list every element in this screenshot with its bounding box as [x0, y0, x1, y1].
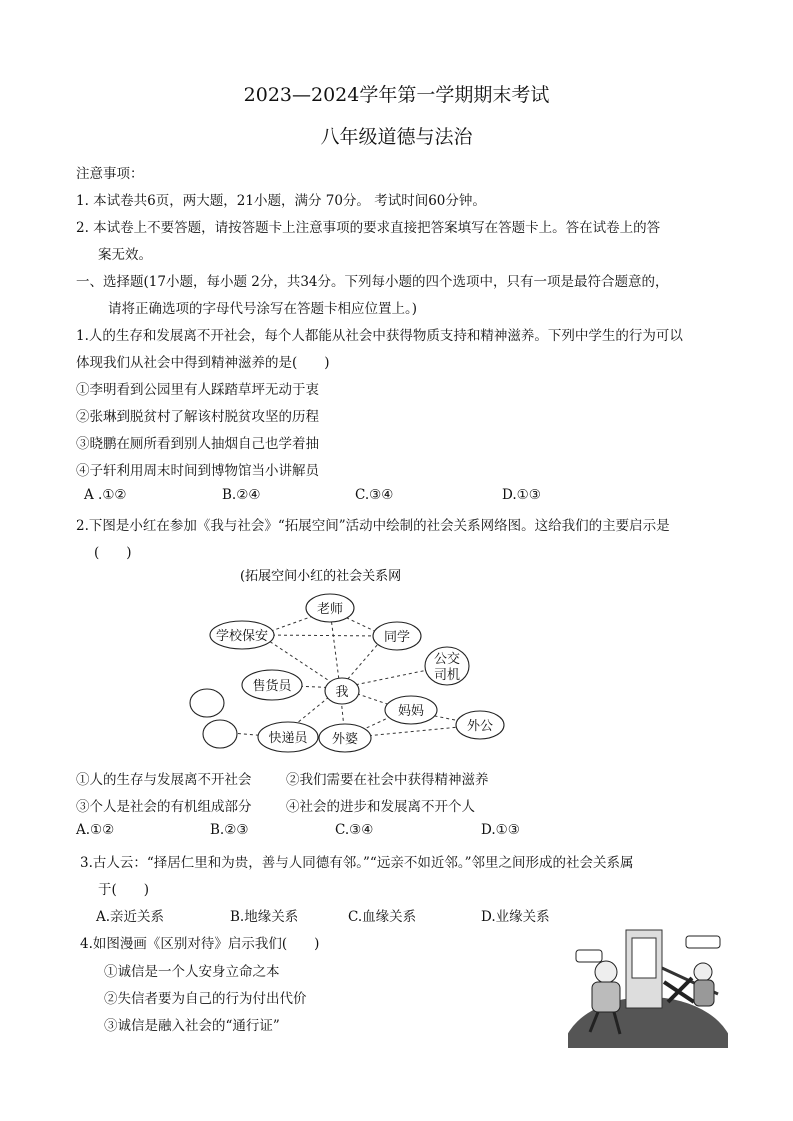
q3-option-b: B.地缘关系: [230, 909, 299, 925]
q2-option-d: D.①③: [481, 822, 520, 838]
label-grandpa: 外公: [466, 719, 494, 734]
q2-statement-2: ②我们需要在社会中获得精神滋养: [286, 772, 489, 788]
q3-stem: 3.古人云：“择居仁里和为贵，善与人同德有邻。”“远亲不如近邻。”邻里之间形成的社会关系属: [80, 855, 634, 871]
q4-statement-2: ②失信者要为自己的行为付出代价: [104, 991, 307, 1007]
q2-statement-1: ①人的生存与发展离不开社会: [76, 772, 252, 788]
q1-option-d: D.①③: [502, 487, 541, 503]
label-me: 我: [335, 685, 349, 700]
social-network-diagram: [180, 560, 520, 760]
label-bus-2: 司机: [433, 668, 461, 683]
exam-title: 2023—2024学年第一学期期末考试: [243, 84, 550, 106]
label-courier: 快递员: [268, 731, 308, 746]
q4-statement-1: ①诚信是一个人安身立命之本: [104, 964, 280, 980]
label-seller: 售货员: [252, 679, 292, 694]
notice-item-2-cont: 案无效。: [98, 247, 152, 263]
section-1-heading: 一、选择题(17小题，每小题 2分，共34分。下列每小题的四个选项中，只有一项是最符合题意的，: [76, 274, 669, 290]
notice-item-1: 1. 本试卷共6页，两大题，21小题，满分 70分。 考试时间60分钟。: [76, 193, 486, 209]
q2-stem-cont: ( ): [94, 545, 132, 561]
label-classmate: 同学: [383, 630, 411, 645]
node-blank-2: [203, 720, 237, 748]
q1-option-b: B.②④: [222, 487, 261, 503]
q3-option-d: D.业缘关系: [481, 909, 550, 925]
q4-statement-3: ③诚信是融入社会的“通行证”: [104, 1018, 280, 1034]
q1-statement-1: ①李明看到公园里有人踩踏草坪无动于衷: [76, 382, 319, 398]
label-mom: 妈妈: [397, 704, 425, 719]
q1-statement-4: ④子轩利用周末时间到博物馆当小讲解员: [76, 463, 319, 479]
q3-option-a: A.亲近关系: [96, 909, 165, 925]
node-blank-1: [190, 689, 224, 717]
q1-stem-cont: 体现我们从社会中得到精神滋养的是( ): [76, 355, 330, 371]
q4-stem: 4.如图漫画《区别对待》启示我们( ): [80, 936, 320, 952]
label-guard: 学校保安: [215, 629, 269, 644]
diagram-caption: (拓展空间小红的社会关系网: [240, 569, 402, 584]
section-1-heading-cont: 请将正确选项的字母代号涂写在答题卡相应位置上。): [108, 301, 418, 317]
q2-option-a: A.①②: [76, 822, 115, 838]
q2-option-c: C.③④: [335, 822, 374, 838]
q1-option-c: C.③④: [355, 487, 394, 503]
subject-title: 八年级道德与法治: [320, 126, 473, 148]
cartoon-illustration: [568, 922, 728, 1048]
notice-heading: 注意事项：: [76, 166, 144, 182]
q1-option-a: A .①②: [84, 487, 127, 503]
q2-statement-3: ③个人是社会的有机组成部分: [76, 799, 252, 815]
label-teacher: 老师: [316, 602, 344, 617]
label-grandma: 外婆: [331, 732, 359, 747]
q1-statement-2: ②张琳到脱贫村了解该村脱贫攻坚的历程: [76, 409, 319, 425]
notice-item-2: 2. 本试卷上不要答题，请按答题卡上注意事项的要求直接把答案填写在答题卡上。答在试卷上的答: [76, 220, 661, 236]
q3-stem-cont: 于( ): [98, 882, 150, 898]
q2-stem: 2.下图是小红在参加《我与社会》“拓展空间”活动中绘制的社会关系网络图。这给我们的主要启示是: [76, 518, 670, 534]
q1-statement-3: ③晓鹏在厕所看到别人抽烟自己也学着抽: [76, 436, 319, 452]
q2-statement-4: ④社会的进步和发展离不开个人: [286, 799, 475, 815]
label-bus-1: 公交: [433, 652, 461, 667]
q2-option-b: B.②③: [210, 822, 249, 838]
q3-option-c: C.血缘关系: [348, 909, 417, 925]
q1-stem: 1.人的生存和发展离不开社会，每个人都能从社会中获得物质支持和精神滋养。下列中学生的行为可以: [76, 328, 683, 344]
